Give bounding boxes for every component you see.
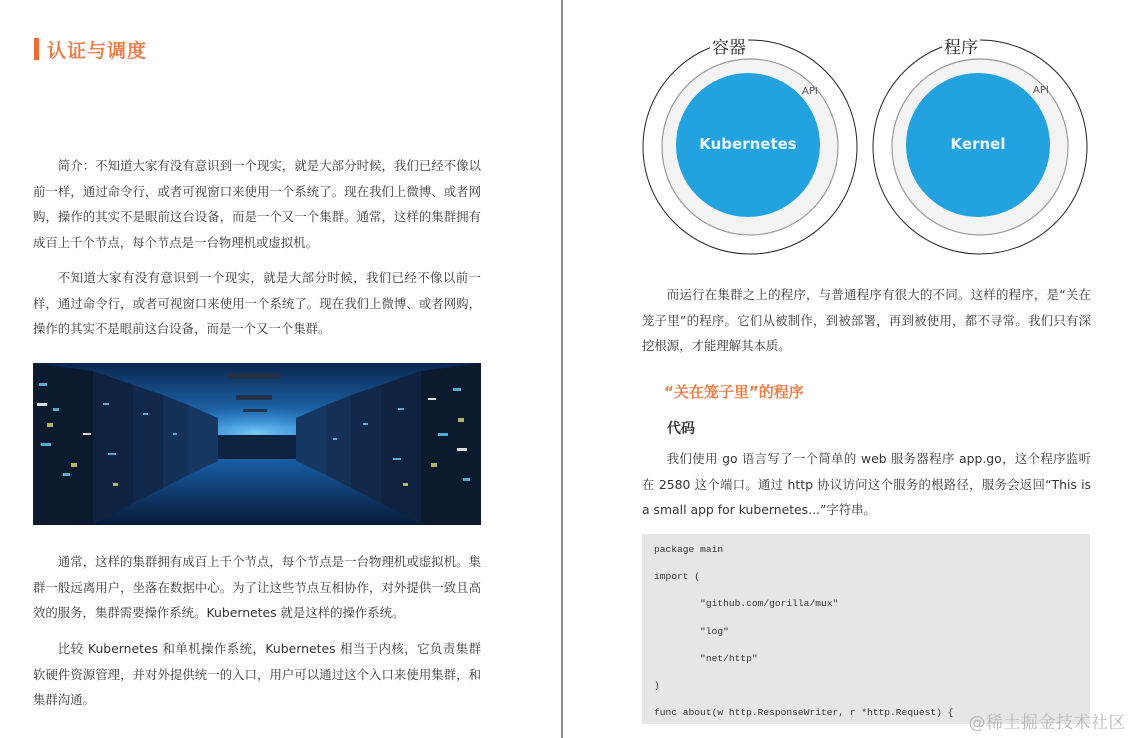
server-room-image-icon xyxy=(33,363,481,525)
code-description-paragraph: 我们使用 go 语言写了一个简单的 web 服务器程序 app.go，这个程序监听在 2580 这个端口。通过 http 协议访问这个服务的根路径，服务会返回“This is a small app for kubernetes...”字符串。 xyxy=(642,451,1091,517)
api-label-right: API xyxy=(1033,85,1049,96)
intro-paragraph: 简介：不知道大家有没有意识到一个现实，就是大部分时候，我们已经不像以前一样，通过命令行，或者可视窗口来使用一个系统了。现在我们上微博、或者网购，操作的其实不是眼前这台设备，而是一个又一个集群。通常，这样的集群拥有成百上千个节点，每个节点是一台物理机或虚拟机。 xyxy=(33,158,481,250)
api-label-left: API xyxy=(802,86,818,97)
code-subheading: 代码 xyxy=(667,421,695,437)
chapter-title-bar xyxy=(34,38,39,60)
body-paragraph-3: 比较 Kubernetes 和单机操作系统，Kubernetes 相当于内核，它负责集群软硬件资源管理，并对外提供统一的入口，用户可以通过这个入口来使用集群，和集群沟通。 xyxy=(33,641,481,707)
kernel-core-label: Kernel xyxy=(950,135,1006,153)
page-divider xyxy=(561,0,563,738)
code-line: import ( xyxy=(654,571,701,583)
chapter-title xyxy=(34,37,147,61)
server-room-photo xyxy=(33,363,481,525)
body-paragraph-2: 通常，这样的集群拥有成百上千个节点，每个节点是一台物理机或虚拟机。集群一般远离用户，坐落在数据中心。为了让这些节点互相协作，对外提供一致且高效的服务，集群需要操作系统。Kubernetes 就是这样的操作系统。 xyxy=(33,554,481,620)
container-vs-program-diagram xyxy=(642,35,1102,260)
cage-intro-paragraph: 而运行在集群之上的程序，与普通程序有很大的不同。这样的程序，是“关在笼子里”的程序。它们从被制作，到被部署，再到被使用，都不寻常。我们只有深挖根源，才能理解其本质。 xyxy=(642,287,1091,353)
code-line: ) xyxy=(654,679,660,691)
left-page xyxy=(0,0,561,738)
code-line: "github.com/gorilla/mux" xyxy=(654,598,839,610)
chapter-title-text: 认证与调度 xyxy=(47,39,148,62)
code-line: "log" xyxy=(654,625,729,637)
code-line: "net/http" xyxy=(654,652,758,664)
program-label: 程序 xyxy=(944,38,978,58)
section-heading: “关在笼子里”的程序 xyxy=(664,383,804,401)
body-paragraph-1: 不知道大家有没有意识到一个现实，就是大部分时候，我们已经不像以前一样，通过命令行，或者可视窗口来使用一个系统了。现在我们上微博、或者网购，操作的其实不是眼前这台设备，而是一个又一个集群。 xyxy=(33,270,481,336)
code-line: package main xyxy=(654,544,724,555)
watermark: @稀土掘金技术社区 xyxy=(968,713,1126,733)
kubernetes-core-label: Kubernetes xyxy=(699,135,797,153)
container-label: 容器 xyxy=(712,38,746,58)
code-line: func about(w http.ResponseWriter, r *http.Request) { xyxy=(654,707,954,719)
code-block xyxy=(642,534,1090,724)
